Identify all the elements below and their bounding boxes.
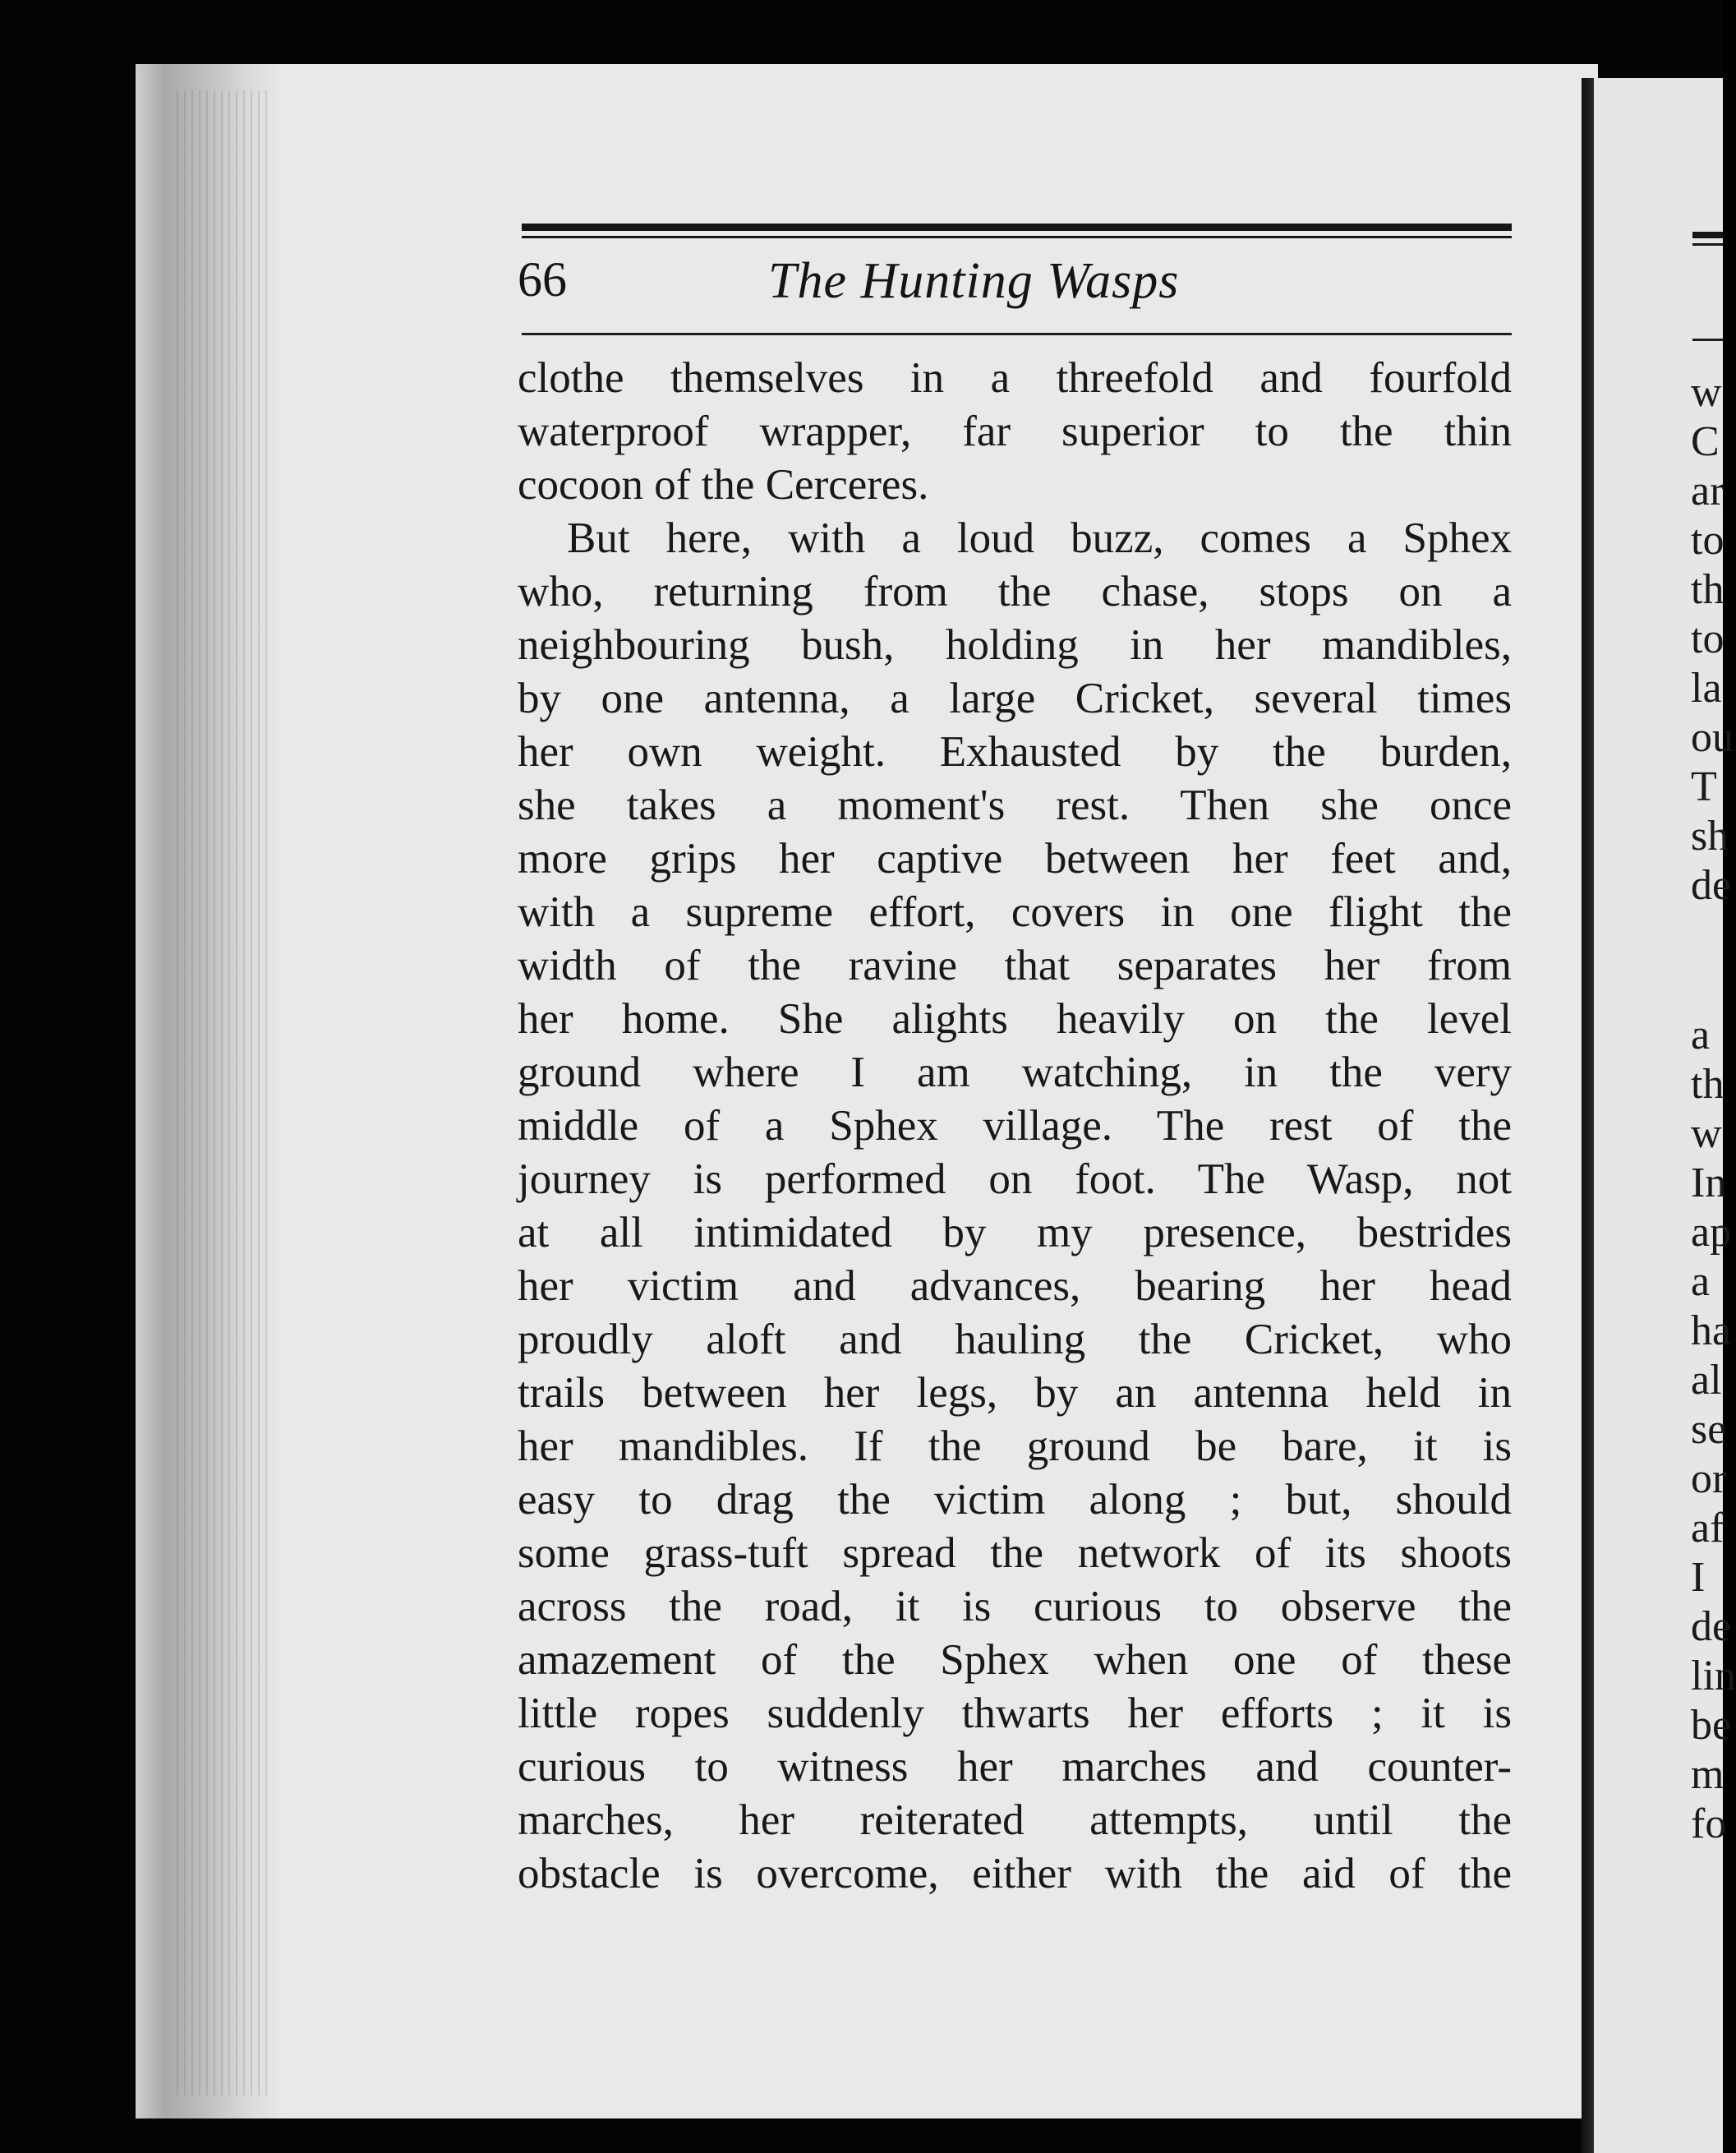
text-line: proudly aloft and hauling the Cricket, who [518,1316,1512,1363]
text-line: But here, with a loud buzz, comes a Sphex [567,514,1512,562]
header-rule-thin [522,236,1512,238]
facing-fragment: ou [1691,714,1734,761]
facing-fragment: ha [1691,1307,1732,1354]
text-line: curious to witness her marches and counter- [518,1743,1512,1791]
facing-fragment: be [1691,1702,1732,1749]
facing-fragment: se [1691,1406,1727,1453]
facing-fragment: de [1691,1603,1732,1650]
text-line: journey is performed on foot. The Wasp, not [518,1155,1512,1203]
text-line: her own weight. Exhausted by the burden, [518,728,1512,776]
page-number: 66 [518,252,567,307]
facing-fragment: sh [1691,813,1729,860]
text-line: trails between her legs, by an antenna held in [518,1369,1512,1417]
text-line: waterproof wrapper, far superior to the thin [518,408,1512,455]
facing-fragment: w [1691,1110,1722,1157]
facing-fragment: a [1691,1258,1711,1305]
facing-fragment: a [1691,1012,1711,1058]
text-line: easy to drag the victim along ; but, should [518,1476,1512,1524]
facing-fragment: w [1691,369,1722,416]
text-line: at all intimidated by my presence, bestrides [518,1209,1512,1256]
facing-header-rule-thick [1692,232,1723,238]
facing-fragment: to [1691,615,1724,662]
text-line: across the road, it is curious to observe the [518,1583,1512,1630]
running-title: The Hunting Wasps [768,253,1180,309]
text-line: she takes a moment's rest. Then she once [518,781,1512,829]
facing-fragment: ap [1691,1209,1732,1256]
facing-fragment: lin [1691,1653,1736,1699]
facing-fragment: al [1691,1357,1722,1404]
text-line: more grips her captive between her feet and, [518,835,1512,883]
text-line: clothe themselves in a threefold and fourfold [518,354,1512,402]
text-line: her victim and advances, bearing her head [518,1262,1512,1310]
text-line: her mandibles. If the ground be bare, it is [518,1422,1512,1470]
header-rule-under [522,333,1512,335]
body-text [518,352,1512,1901]
text-line: her home. She alights heavily on the level [518,995,1512,1043]
facing-page-text-bottom [1691,1011,1736,1849]
facing-page-text-top [1691,368,1734,911]
text-line: middle of a Sphex village. The rest of the [518,1102,1512,1150]
text-line: some grass-tuft spread the network of its shoots [518,1529,1512,1577]
text-line: with a supreme effort, covers in one flight the [518,888,1512,936]
facing-fragment: la [1691,665,1722,712]
facing-fragment: or [1691,1455,1727,1502]
header-rule-thick [522,224,1512,231]
facing-fragment: C [1691,418,1720,465]
facing-fragment: fo [1691,1800,1727,1847]
facing-fragment: ar [1691,468,1724,514]
text-line: by one antenna, a large Cricket, several times [518,675,1512,722]
facing-fragment: th [1691,1061,1724,1108]
facing-header-rule-under [1692,339,1723,341]
facing-fragment: af [1691,1505,1724,1551]
text-line: marches, her reiterated attempts, until the [518,1796,1512,1844]
text-line: obstacle is overcome, either with the aid of the [518,1850,1512,1897]
text-line: little ropes suddenly thwarts her efforts ; it is [518,1690,1512,1737]
facing-fragment: I [1691,1554,1706,1601]
text-line: cocoon of the Cerceres. [518,461,929,509]
text-line: neighbouring bush, holding in her mandibles, [518,621,1512,669]
facing-header-rule-thin [1692,243,1723,246]
facing-fragment: In [1691,1159,1727,1206]
page-stack-edges [177,90,267,2095]
facing-fragment: de [1691,862,1732,909]
facing-fragment: T [1691,763,1717,810]
text-line: width of the ravine that separates her from [518,942,1512,989]
facing-fragment: th [1691,566,1724,613]
facing-fragment: to [1691,517,1724,564]
text-line: who, returning from the chase, stops on a [518,568,1512,615]
text-line: ground where I am watching, in the very [518,1049,1512,1096]
text-line: amazement of the Sphex when one of these [518,1636,1512,1684]
facing-fragment: m [1691,1751,1724,1798]
